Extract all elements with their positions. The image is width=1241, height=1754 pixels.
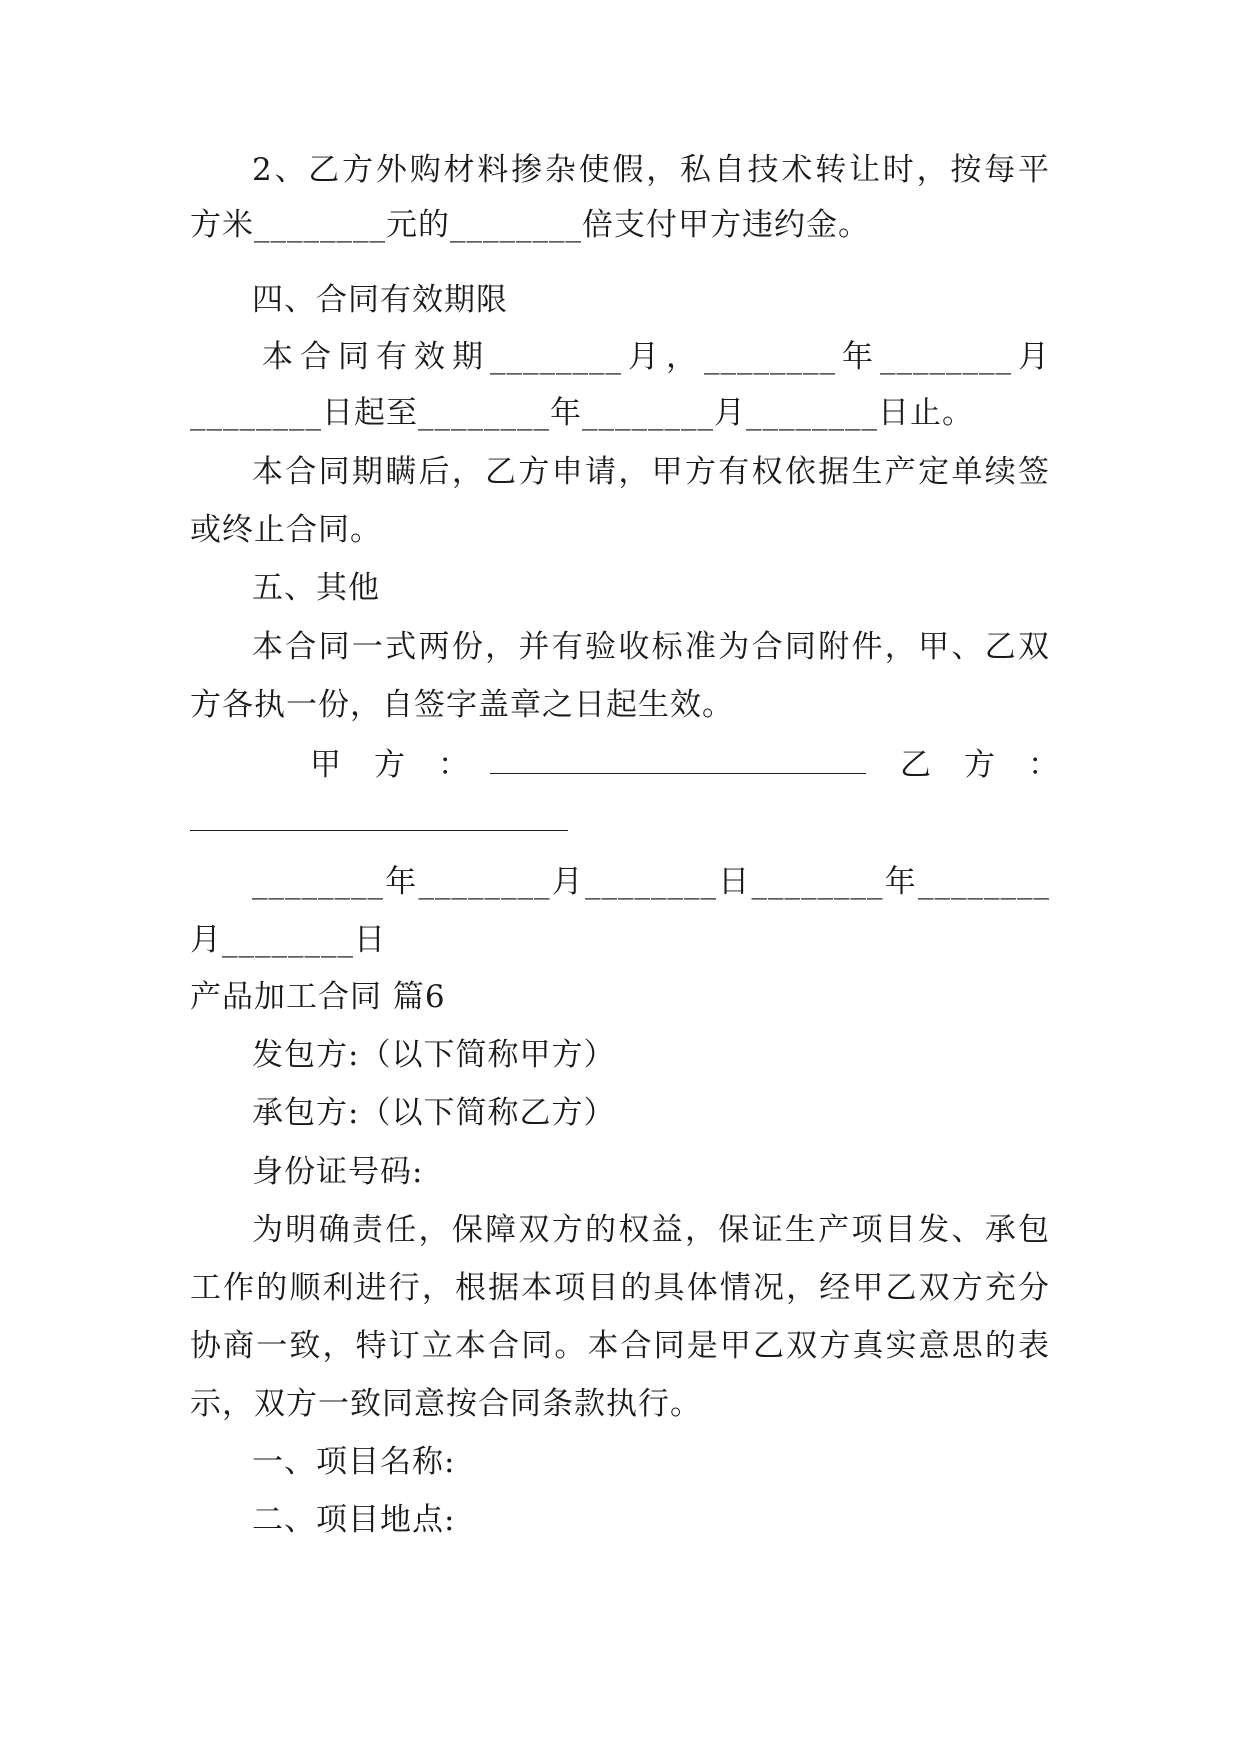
preamble-line-2: 工作的顺利进行，根据本项目的具体情况，经甲乙双方充分 — [190, 1270, 1050, 1306]
renewal-line-2: 或终止合同。 — [190, 512, 382, 548]
section-5-heading: 五、其他 — [252, 570, 380, 606]
id-number-line: 身份证号码: — [252, 1154, 424, 1190]
employer-line: 发包方:（以下简称甲方） — [252, 1037, 616, 1073]
preamble-line-3: 协商一致，特订立本合同。本合同是甲乙双方真实意思的表 — [190, 1328, 1050, 1364]
party-b-signature-line — [190, 800, 568, 831]
project-location-line: 二、项目地点: — [252, 1502, 456, 1538]
preamble-line-4: 示，双方一致同意按合同条款执行。 — [190, 1386, 702, 1422]
clause-2-line-1: 2、乙方外购材料掺杂使假，私自技术转让时，按每平 — [252, 152, 1050, 188]
copies-line-1: 本合同一式两份，并有验收标准为合同附件，甲、乙双 — [252, 629, 1050, 665]
party-b-label: 乙 方 ： — [900, 747, 1060, 783]
contractor-line: 承包方:（以下简称乙方） — [252, 1095, 616, 1131]
party-a-signature-line — [490, 743, 866, 774]
validity-line-2: ________日起至________年________月________日止。 — [190, 395, 974, 431]
section-4-heading: 四、合同有效期限 — [252, 282, 508, 318]
party-a-label: 甲 方 ： — [310, 747, 470, 783]
date-line-1: ________年________月________日________年________ — [252, 864, 1050, 900]
project-name-line: 一、项目名称: — [252, 1444, 456, 1480]
date-line-2: 月________日 — [190, 922, 386, 958]
copies-line-2: 方各执一份，自签字盖章之日起生效。 — [190, 687, 734, 723]
preamble-line-1: 为明确责任，保障双方的权益，保证生产项目发、承包 — [252, 1212, 1050, 1248]
renewal-line-1: 本合同期瞒后，乙方申请，甲方有权依据生产定单续签 — [252, 454, 1050, 490]
validity-line-1: 本合同有效期________月，________年________月 — [262, 339, 1050, 375]
clause-2-line-2: 方米________元的________倍支付甲方违约金。 — [190, 207, 870, 243]
article-title: 产品加工合同 篇6 — [190, 979, 446, 1015]
